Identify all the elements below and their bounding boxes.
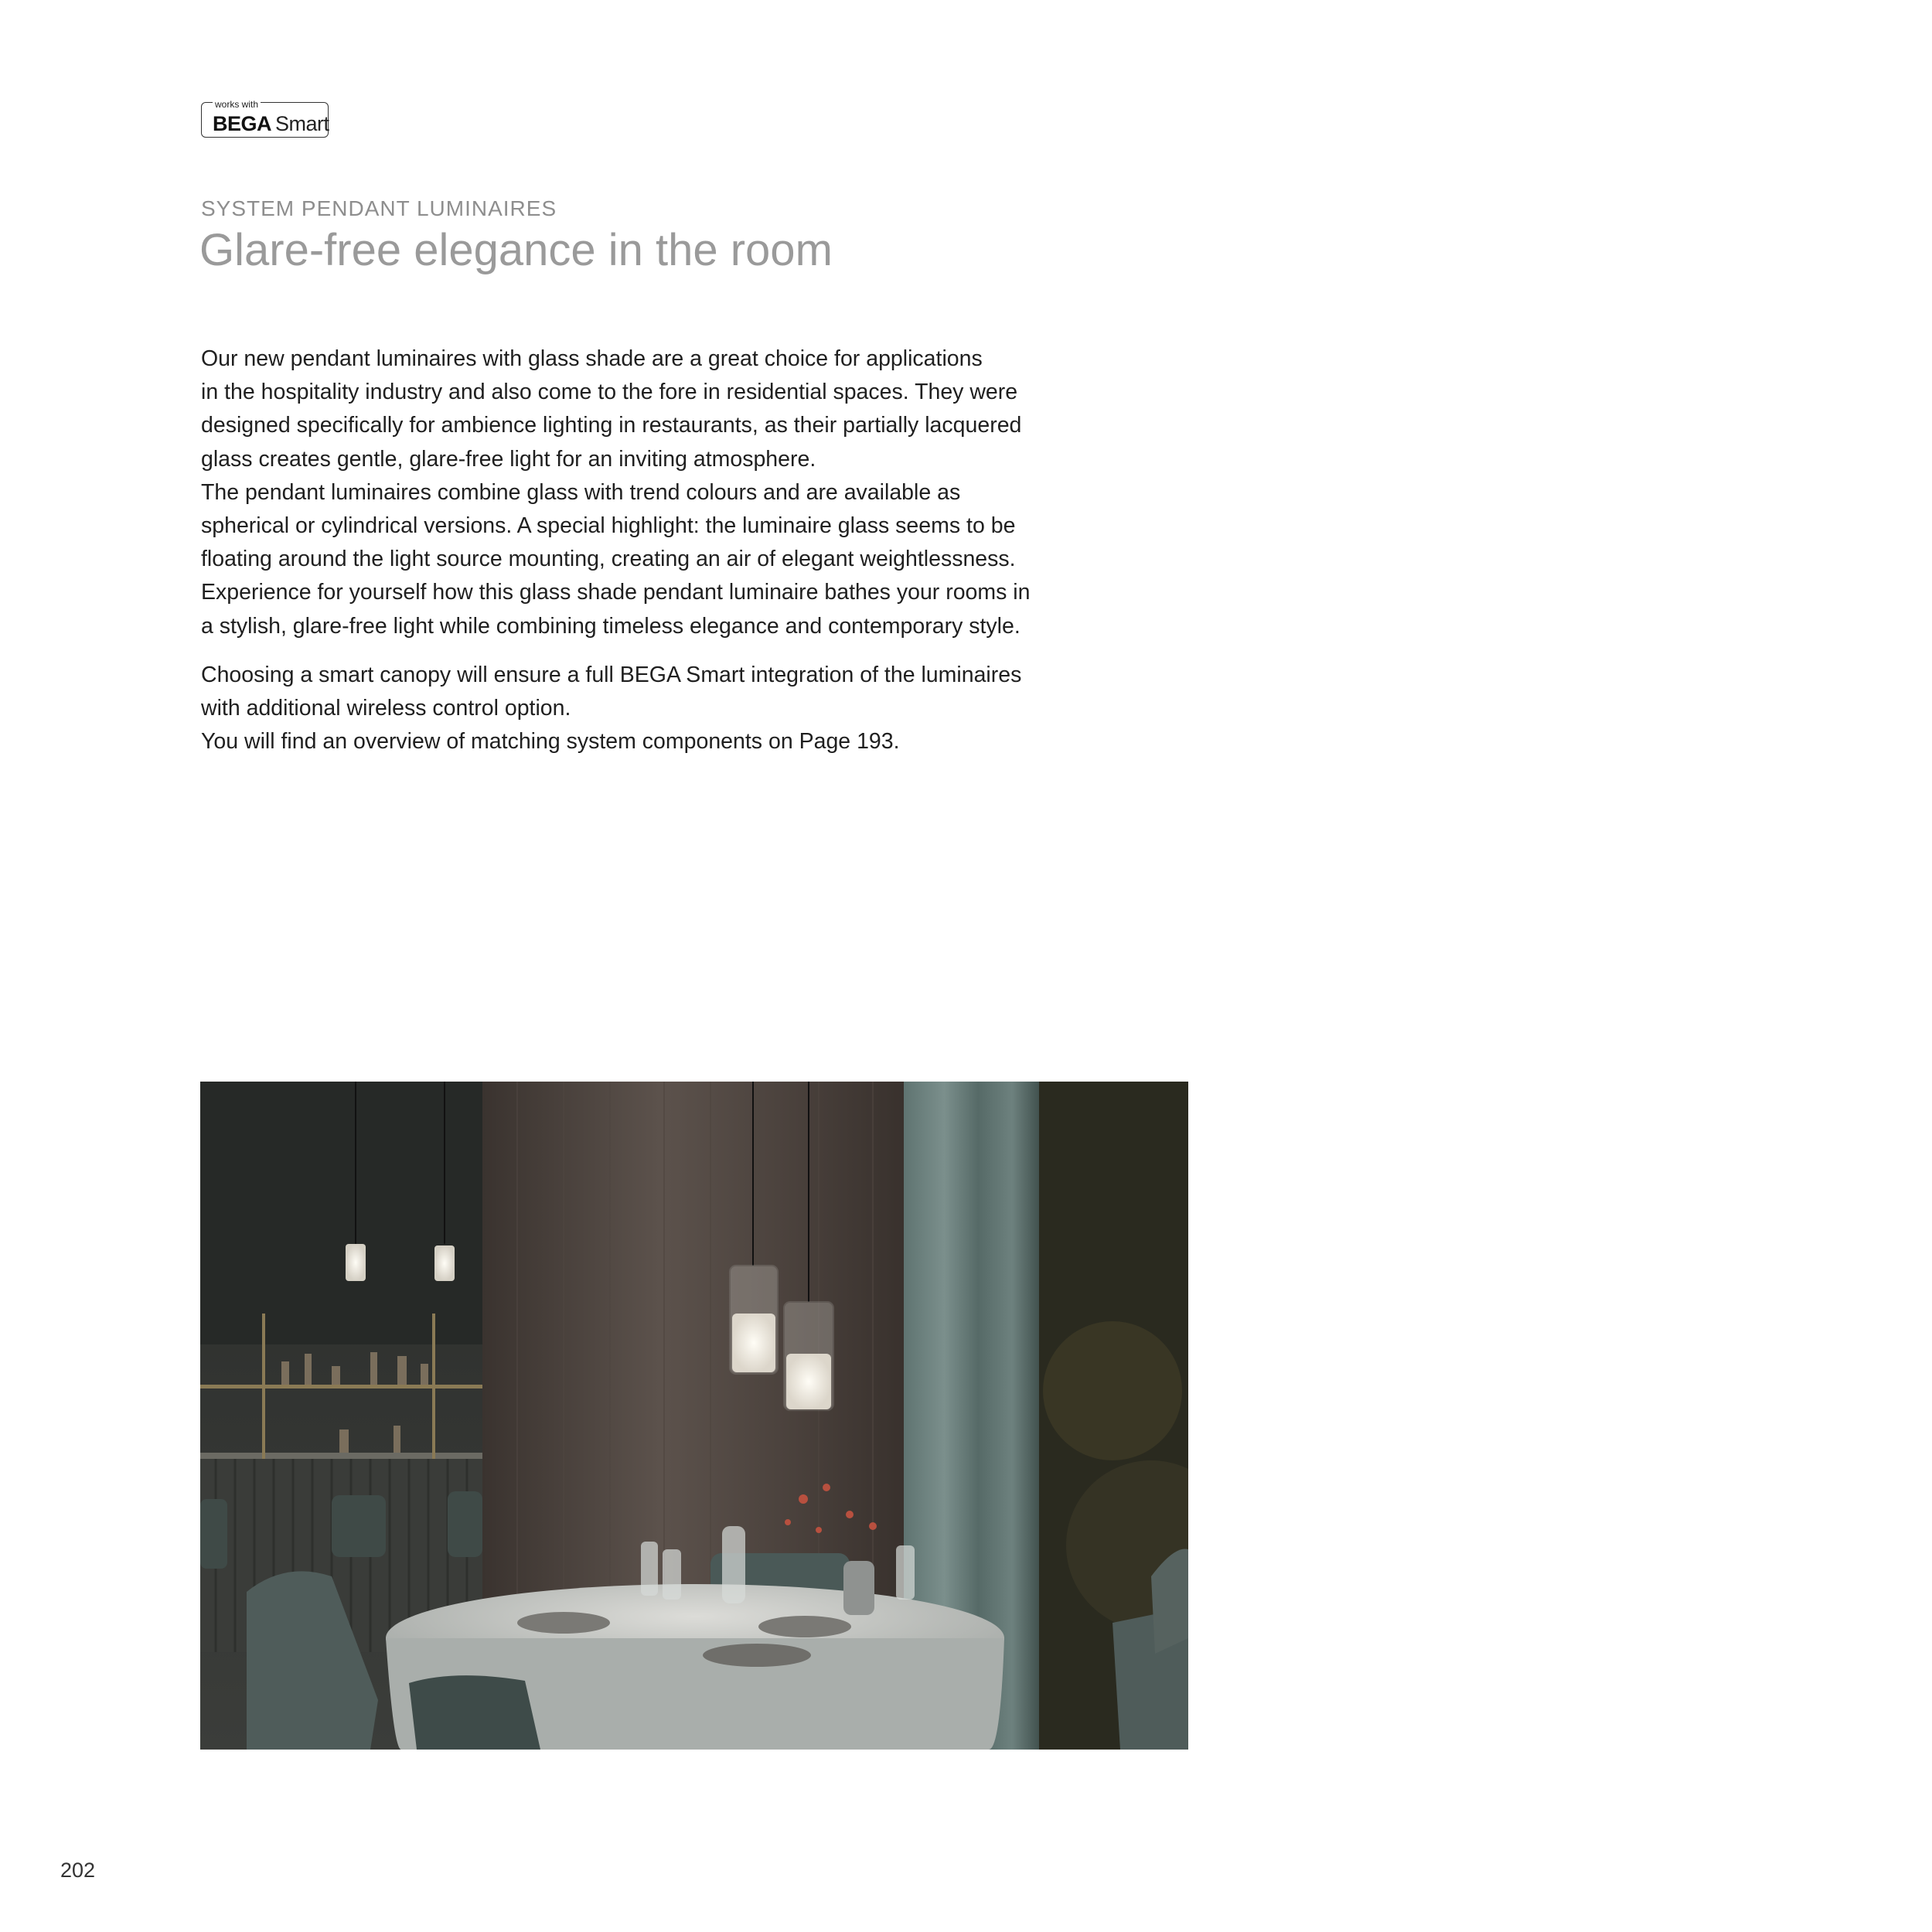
- page-number: 202: [60, 1859, 96, 1882]
- badge-brand-bold: BEGA: [213, 112, 272, 135]
- badge-works-with: works with: [213, 100, 261, 109]
- body-line: with additional wireless control option.: [201, 696, 571, 721]
- body-text: [201, 342, 1067, 758]
- body-line: floating around the light source mounting, creating an air of elegant weightlessness.: [201, 547, 1016, 572]
- section-kicker: SYSTEM PENDANT LUMINAIRES: [201, 196, 557, 220]
- body-line: Our new pendant luminaires with glass shade are a great choice for applications: [201, 346, 983, 371]
- restaurant-photo: [200, 1082, 1188, 1750]
- badge-brand-light: Smart: [275, 112, 329, 135]
- page-title: Glare-free elegance in the room: [199, 225, 833, 275]
- body-line: glass creates gentle, glare-free light for an inviting atmosphere.: [201, 446, 816, 472]
- body-line: Choosing a smart canopy will ensure a full BEGA Smart integration of the luminaires: [201, 662, 1022, 687]
- badge-brand: [213, 112, 329, 135]
- body-line: in the hospitality industry and also come to the fore in residential spaces. They were: [201, 380, 1018, 405]
- body-line: designed specifically for ambience lighting in restaurants, as their partially lacquered: [201, 413, 1022, 438]
- body-line: Experience for yourself how this glass shade pendant luminaire bathes your rooms in: [201, 580, 1031, 605]
- body-line: The pendant luminaires combine glass with trend colours and are available as: [201, 479, 961, 505]
- body-line: a stylish, glare-free light while combining timeless elegance and contemporary style.: [201, 613, 1021, 639]
- body-line: spherical or cylindrical versions. A special highlight: the luminaire glass seems to be: [201, 513, 1016, 539]
- body-line: You will find an overview of matching system components on Page 193.: [201, 729, 900, 755]
- bega-smart-badge: [201, 99, 329, 138]
